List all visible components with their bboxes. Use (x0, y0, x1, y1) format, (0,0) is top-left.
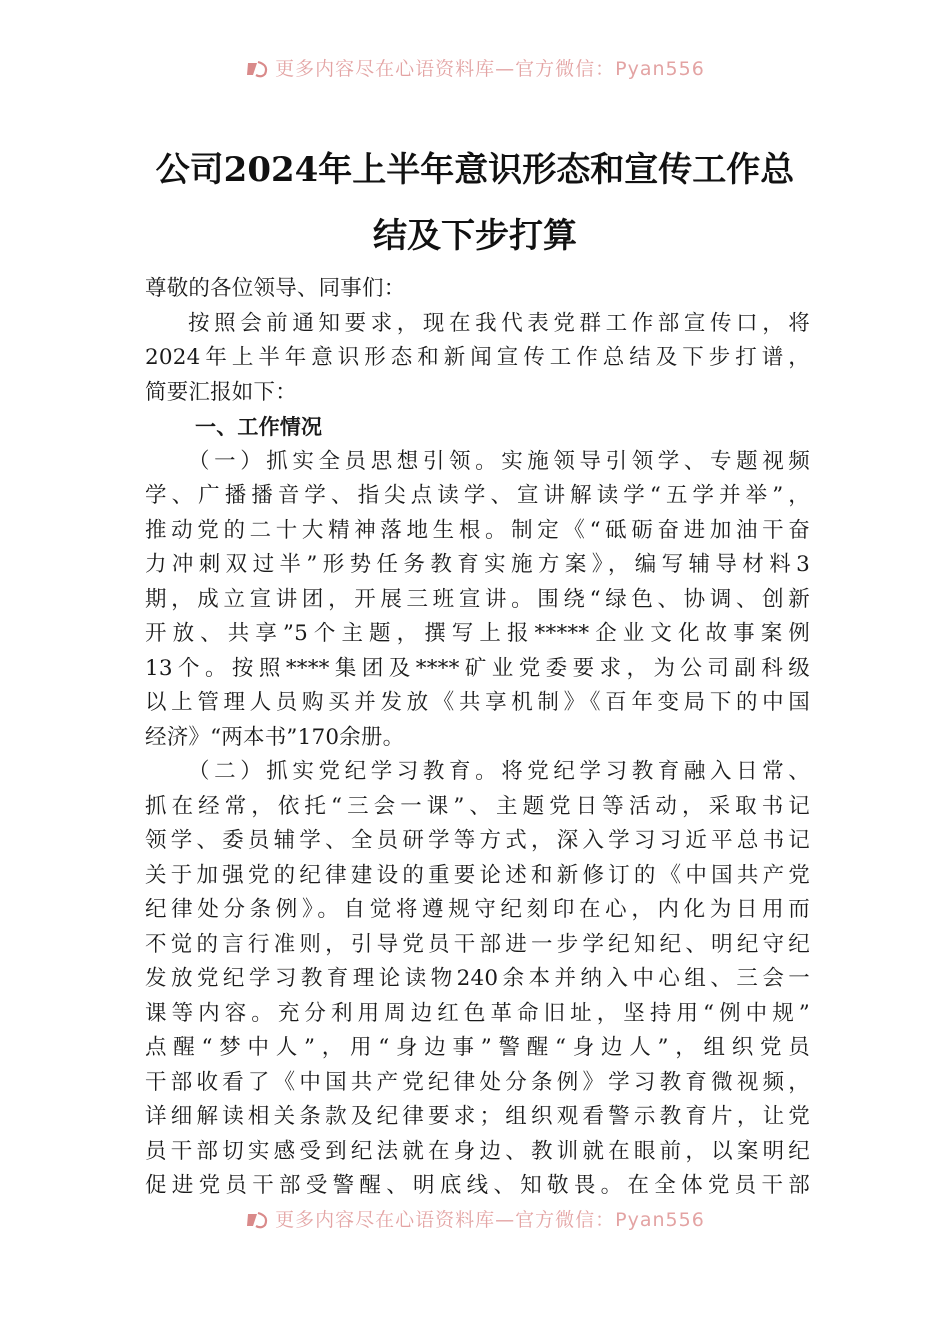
document-title-line-2: 结及下步打算 (373, 216, 577, 256)
body-line: （一）抓实全员思想引领。实施领导引领学、专题视频 (188, 448, 810, 474)
document-title-line-1: 公司2024年上半年意识形态和宣传工作总 (155, 150, 795, 190)
body-line: 按照会前通知要求，现在我代表党群工作部宣传口，将 (188, 310, 810, 336)
body-line: 13个。按照****集团及****矿业党委要求，为公司副科级 (145, 655, 810, 681)
body-line: 简要汇报如下： (145, 379, 297, 405)
watermark-bottom (0, 1209, 950, 1231)
body-line: 领学、委员辅学、全员研学等方式，深入学习习近平总书记 (145, 828, 810, 853)
brand-logo-icon (245, 1210, 271, 1230)
body-line: 推动党的二十大精神落地生根。制定《“砥砺奋进加油干奋 (145, 517, 810, 543)
body-line: 课等内容。充分利用周边红色革命旧址，坚持用“例中规” (145, 1000, 810, 1026)
body-line: （二）抓实党纪学习教育。将党纪学习教育融入日常、 (188, 759, 810, 784)
body-line: 以上管理人员购买并发放《共享机制》《百年变局下的中国 (145, 690, 810, 715)
section-heading: 一、工作情况 (195, 415, 323, 439)
body-line: 关于加强党的纪律建设的重要论述和新修订的《中国共产党 (145, 862, 810, 888)
body-line: 纪律处分条例》。自觉将遵规守纪刻印在心，内化为日用而 (145, 897, 810, 922)
watermark-top (0, 58, 950, 80)
body-line: 期，成立宣讲团，开展三班宣讲。围绕“绿色、协调、创新 (145, 586, 810, 612)
salutation: 尊敬的各位领导、同事们： (145, 276, 406, 301)
brand-logo-icon (245, 59, 271, 79)
body-line: 发放党纪学习教育理论读物240余本并纳入中心组、三会一 (145, 966, 810, 991)
body-line: 干部收看了《中国共产党纪律处分条例》学习教育微视频， (145, 1069, 810, 1095)
watermark-text: 更多内容尽在心语资料库—官方微信：Pyan556 (275, 58, 705, 80)
body-line: 员干部切实感受到纪法就在身边、教训就在眼前，以案明纪 (145, 1138, 810, 1164)
document-body (145, 272, 810, 1204)
body-line: 抓在经常，依托“三会一课”、主题党日等活动，采取书记 (145, 793, 810, 819)
body-line: 力冲刺双过半”形势任务教育实施方案》，编写辅导材料3 (145, 552, 810, 577)
body-line: 不觉的言行准则，引导党员干部进一步学纪知纪、明纪守纪 (145, 931, 810, 957)
body-line: 经济》“两本书”170余册。 (145, 724, 405, 750)
body-line: 开放、共享”5个主题，撰写上报*****企业文化故事案例 (145, 621, 810, 646)
body-line: 点醒“梦中人”，用“身边事”警醒“身边人”，组织党员 (145, 1035, 810, 1060)
watermark-text: 更多内容尽在心语资料库—官方微信：Pyan556 (275, 1209, 705, 1231)
body-line: 2024年上半年意识形态和新闻宣传工作总结及下步打谱， (145, 345, 810, 370)
body-line: 详细解读相关条款及纪律要求；组织观看警示教育片，让党 (145, 1104, 810, 1129)
body-line: 促进党员干部受警醒、明底线、知敬畏。在全体党员干部 (145, 1173, 810, 1198)
body-line: 学、广播播音学、指尖点读学、宣讲解读学“五学并举”， (145, 483, 810, 508)
